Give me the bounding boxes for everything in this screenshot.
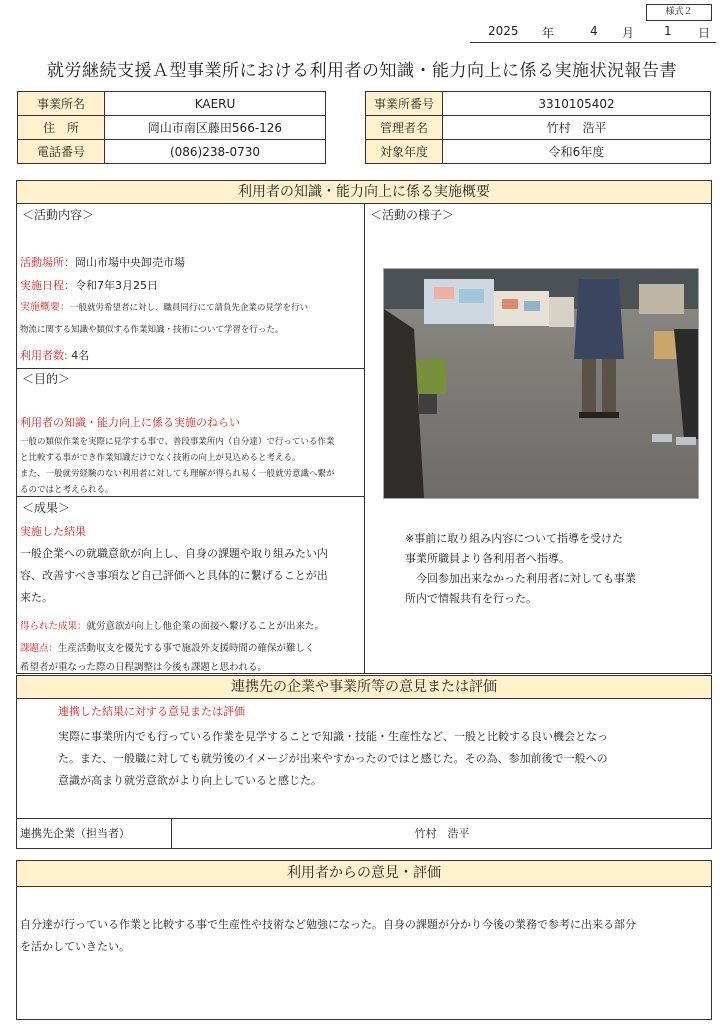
activity-count-value: 4名 xyxy=(71,349,90,362)
contact-divider xyxy=(16,818,712,819)
purpose-line: 一般の類似作業を実際に見学する事で、普段事業所内（自分達）で行っている作業 xyxy=(20,437,335,447)
results-line: 来た。 xyxy=(20,591,53,604)
partner-line: 意識が高まり就労意欲がより向上していると感じた。 xyxy=(58,774,322,787)
results-gain-label: 得られた成果： xyxy=(20,621,87,632)
purpose-line: また、一般就労経験のない利用者に対しても理解が得られ易く一般就労意識へ繋が xyxy=(20,469,335,479)
results-done-label: 実施した結果 xyxy=(20,525,86,538)
results-issue xyxy=(20,640,315,654)
info-row-name xyxy=(18,92,326,116)
overview-band: 利用者の知識・能力向上に係る実施概要 xyxy=(16,180,712,204)
activity-count xyxy=(20,347,89,363)
results-issue-line2: 希望者が重なった際の日程調整は今後も課題と思われる。 xyxy=(20,662,268,673)
info-value: 竹村 浩平 xyxy=(443,116,711,140)
date-year-unit: 年 xyxy=(542,26,555,40)
info-label: 住 所 xyxy=(18,116,105,140)
contact-value: 竹村 浩平 xyxy=(414,827,470,840)
results-gain-value: 就労意欲が向上し他企業の面接へ繋げることが出来た。 xyxy=(86,621,325,632)
info-value: KAERU xyxy=(105,92,326,116)
partner-line: 実際に事業所内でも行っている作業を見学することで知識・技能・生産性など、一般と比較する良い機会となっ xyxy=(58,730,608,743)
users-line: 自分達が行っている作業と比較する事で生産性や技術など勉強になった。自身の課題が分かり今後の業務で参考に出来る部分 xyxy=(20,918,636,931)
scene-heading: ＜活動の様子＞ xyxy=(370,208,455,222)
scene-note-line: 所内で情報共有を行った。 xyxy=(405,592,537,605)
info-label: 対象年度 xyxy=(366,140,443,164)
partner-text xyxy=(58,726,706,792)
info-value: 岡山市南区藤田566-126 xyxy=(105,116,326,140)
info-label: 事業所名 xyxy=(18,92,105,116)
users-band: 利用者からの意見・評価 xyxy=(16,860,712,887)
results-gain xyxy=(20,618,324,632)
info-row-address xyxy=(18,116,326,140)
activity-place xyxy=(20,254,185,270)
info-row-year xyxy=(366,140,711,164)
page-title: 就労継続支援Ａ型事業所における利用者の知識・能力向上に係る実施状況報告書 xyxy=(47,61,677,81)
activity-date-value: 令和7年3月25日 xyxy=(75,279,158,292)
partner-band: 連携先の企業や事業所等の意見または評価 xyxy=(16,675,712,699)
date-day: 1 xyxy=(664,24,672,38)
info-label: 管理者名 xyxy=(366,116,443,140)
activity-place-label: 活動場所： xyxy=(20,256,75,269)
info-row-phone xyxy=(18,140,326,164)
results-line: 一般企業への就職意欲が向上し、自身の課題や取り組みたい内 xyxy=(20,547,328,560)
info-label: 事業所番号 xyxy=(366,92,443,116)
date-day-unit: 日 xyxy=(698,26,711,40)
activity-count-label: 利用者数: xyxy=(20,349,68,362)
scene-note-line: 事業所職員より各利用者へ指導。 xyxy=(405,552,570,565)
activity-photo xyxy=(383,268,699,499)
scene-note-line: ※事前に取り組み内容について指導を受けた xyxy=(405,532,623,545)
info-value: (086)238-0730 xyxy=(105,140,326,164)
purpose-aim-label: 利用者の知識・能力向上に係る実施のねらい xyxy=(20,416,240,429)
purpose-text xyxy=(20,434,360,498)
date-month-unit: 月 xyxy=(622,26,635,40)
activity-summary-line2: 物流に関する知識や類似する作業知識・技術について学習を行った。 xyxy=(20,325,284,335)
activity-date xyxy=(20,277,158,293)
date-month: 4 xyxy=(590,24,598,38)
facility-info-table xyxy=(17,91,326,164)
overview-divider xyxy=(364,203,365,674)
purpose-line: るのではと考えられる。 xyxy=(20,485,114,495)
results-line: 容、改善すべき事項など自己評価へと具体的に繋げることが出 xyxy=(20,569,328,582)
info-value: 3310105402 xyxy=(443,92,711,116)
users-line: を活かしていきたい。 xyxy=(20,940,130,953)
info-row-manager xyxy=(366,116,711,140)
info-row-number xyxy=(366,92,711,116)
form-number-badge: 様式２ xyxy=(646,4,712,21)
date-year: 2025 xyxy=(488,24,519,38)
activity-summary-line1: 一般就労希望者に対し、職員同行にて請負先企業の見学を行い xyxy=(70,303,309,313)
activity-date-label: 実施日程： xyxy=(20,279,75,292)
purpose-line: と比較する事ができ作業知識だけでなく技術の向上が見込めると考える。 xyxy=(20,453,301,463)
market-scene-illustration xyxy=(384,269,698,498)
activity-summary-label: 実施概要： xyxy=(20,302,70,313)
partner-line: た。また、一般職に対しても就労後のイメージが出来やすかったのではと感じた。その為、参加前後で一般への xyxy=(58,752,608,765)
results-heading: ＜成果＞ xyxy=(22,501,71,515)
activity-summary xyxy=(20,298,308,313)
results-issue-label: 課題点： xyxy=(20,643,59,654)
facility-admin-table xyxy=(365,91,711,164)
results-issue-line1: 生産活動収支を優先する事で施設外支援時間の確保が難しく xyxy=(58,643,315,654)
results-done-text xyxy=(20,543,362,609)
scene-note xyxy=(405,529,705,609)
users-text xyxy=(20,914,710,958)
info-value: 令和6年度 xyxy=(443,140,711,164)
purpose-heading: ＜目的＞ xyxy=(22,372,71,386)
partner-label: 連携した結果に対する意見または評価 xyxy=(58,705,245,718)
activity-heading: ＜活動内容＞ xyxy=(22,208,95,222)
activity-place-value: 岡山市場中央卸売市場 xyxy=(75,256,185,269)
scene-note-line: 今回参加出来なかった利用者に対しても事業 xyxy=(405,572,636,585)
info-label: 電話番号 xyxy=(18,140,105,164)
report-date xyxy=(470,22,716,43)
contact-label: 連携先企業（担当者） xyxy=(20,827,130,840)
purpose-divider xyxy=(16,368,364,369)
